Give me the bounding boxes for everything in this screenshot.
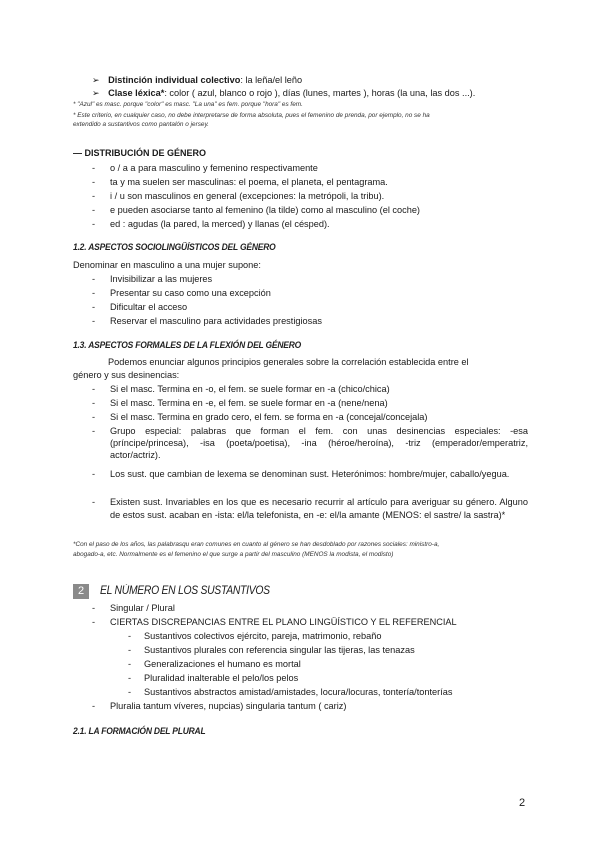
list-item: - Dificultar el acceso xyxy=(92,302,188,312)
section-2-1-title: 2.1. LA FORMACIÓN DEL PLURAL xyxy=(73,726,206,736)
list-item: - CIERTAS DISCREPANCIAS ENTRE EL PLANO LINGÜÍSTICO Y EL REFERENCIAL xyxy=(92,617,457,627)
chapter-2-title: EL NÚMERO EN LOS SUSTANTIVOS xyxy=(100,585,270,597)
section-1-2-intro: Denominar en masculino a una mujer supone: xyxy=(73,260,261,270)
bullet-clase-lexica xyxy=(92,87,475,99)
arrow-bullet-icon: ➢ xyxy=(92,88,100,98)
section-1-2-title: 1.2. ASPECTOS SOCIOLINGÜÍSTICOS DEL GÉNERO xyxy=(73,242,276,252)
list-item: - Si el masc. Termina en -o, el fem. se suele formar en -a (chico/chica) xyxy=(92,384,390,394)
section-1-3-intro-line2: género y sus desinencias: xyxy=(73,370,180,380)
footnote-paso-anos-line2: abogado-a, etc. Normalmente es el femenino el que surge a partir del masculino (MENOS la modista, el modisto) xyxy=(73,551,394,558)
sub-list-item: - Sustantivos abstractos amistad/amistades, locura/locuras, tontería/tonterías xyxy=(128,687,453,697)
list-item: - e pueden asociarse tanto al femenino (la tilde) como al masculino (el coche) xyxy=(92,205,420,215)
bullet-text: : la leña/el leño xyxy=(240,75,303,85)
arrow-bullet-icon: ➢ xyxy=(92,75,100,85)
list-item: - Pluralia tantum víveres, nupcias) singularia tantum ( cariz) xyxy=(92,701,347,711)
bullet-label: Clase léxica* xyxy=(108,88,165,98)
list-item: - ed : agudas (la pared, la merced) y llanas (el césped). xyxy=(92,219,330,229)
sub-list-item: - Generalizaciones el humano es mortal xyxy=(128,659,301,669)
footnote-criterio-line2: extendido a sustantivos como pantalón o jersey. xyxy=(73,121,209,128)
sub-list-item: - Pluralidad inalterable el pelo/los pelos xyxy=(128,673,299,683)
list-item: - o / a a para masculino y femenino respectivamente xyxy=(92,163,318,173)
section-1-3-intro-line1: Podemos enunciar algunos principios generales sobre la correlación establecida entre el xyxy=(108,357,469,367)
page-number: 2 xyxy=(519,797,526,809)
bullet-text: : color ( azul, blanco o rojo ), días (lunes, martes ), horas (la una, las dos ...). xyxy=(164,88,476,98)
list-item-heteronimos: Los sust. que cambian de lexema se denominan sust. Heterónimos: hombre/mujer, caballo/yegua. xyxy=(110,469,510,479)
section-1-3-title: 1.3. ASPECTOS FORMALES DE LA FLEXIÓN DEL GÉNERO xyxy=(73,340,302,350)
list-item: - ta y ma suelen ser masculinas: el poema, el planeta, el pentagrama. xyxy=(92,177,388,187)
footnote-azul: * "Azul" es masc. porque "color" es masc. "La una" es fem. porque "hora" es fem. xyxy=(73,101,303,108)
list-item-dash: - xyxy=(92,426,96,436)
footnote-paso-anos-line1: *Con el paso de los años, las palabrasqu eran comunes en cuanto al género se han desdoblado por razones sociales: ministro-a, xyxy=(73,541,440,548)
list-item: - Si el masc. Termina en -e, el fem. se suele formar en -a (nene/nena) xyxy=(92,398,388,408)
list-item-grupo-especial: Grupo especial: palabras que forman el fem. con unas desinencias especiales: -esa (príncipe/princesa), -isa (poeta/poetisa), -ina (héroe/heroína), -triz (emperador/emperatriz, actor/actriz). xyxy=(110,426,528,460)
list-item: - Si el masc. Termina en grado cero, el fem. se forma en -a (concejal/concejala) xyxy=(92,412,428,422)
list-item: - Reservar el masculino para actividades prestigiosas xyxy=(92,316,322,326)
bullet-label: Distinción individual colectivo xyxy=(108,75,241,85)
list-item-dash: - xyxy=(92,497,96,507)
footnote-criterio-line1: * Este criterio, en cualquier caso, no debe interpretarse de forma absoluta, pues el femenino de prenda, por ejemplo, no se ha xyxy=(73,112,430,119)
distribucion-heading: — DISTRIBUCIÓN DE GÉNERO xyxy=(73,148,207,158)
bullet-distincion xyxy=(92,74,302,86)
sub-list-item: - Sustantivos colectivos ejército, pareja, matrimonio, rebaño xyxy=(128,631,382,641)
list-item-invariables: Existen sust. Invariables en los que es necesario recurrir al artículo para averiguar su género. Alguno de estos sust. acaban en -ista: el/la telefonista, en -e: el/la amante (MENOS: el sastre/ la sastra)* xyxy=(110,497,528,520)
list-item: - i / u son masculinos en general (excepciones: la metrópoli, la tribu). xyxy=(92,191,385,201)
list-item: - Presentar su caso como una excepción xyxy=(92,288,271,298)
list-item-dash: - xyxy=(92,469,96,479)
chapter-number-badge: 2 xyxy=(73,584,89,599)
list-item: - Singular / Plural xyxy=(92,603,175,613)
list-item: - Invisibilizar a las mujeres xyxy=(92,274,213,284)
sub-list-item: - Sustantivos plurales con referencia singular las tijeras, las tenazas xyxy=(128,645,415,655)
